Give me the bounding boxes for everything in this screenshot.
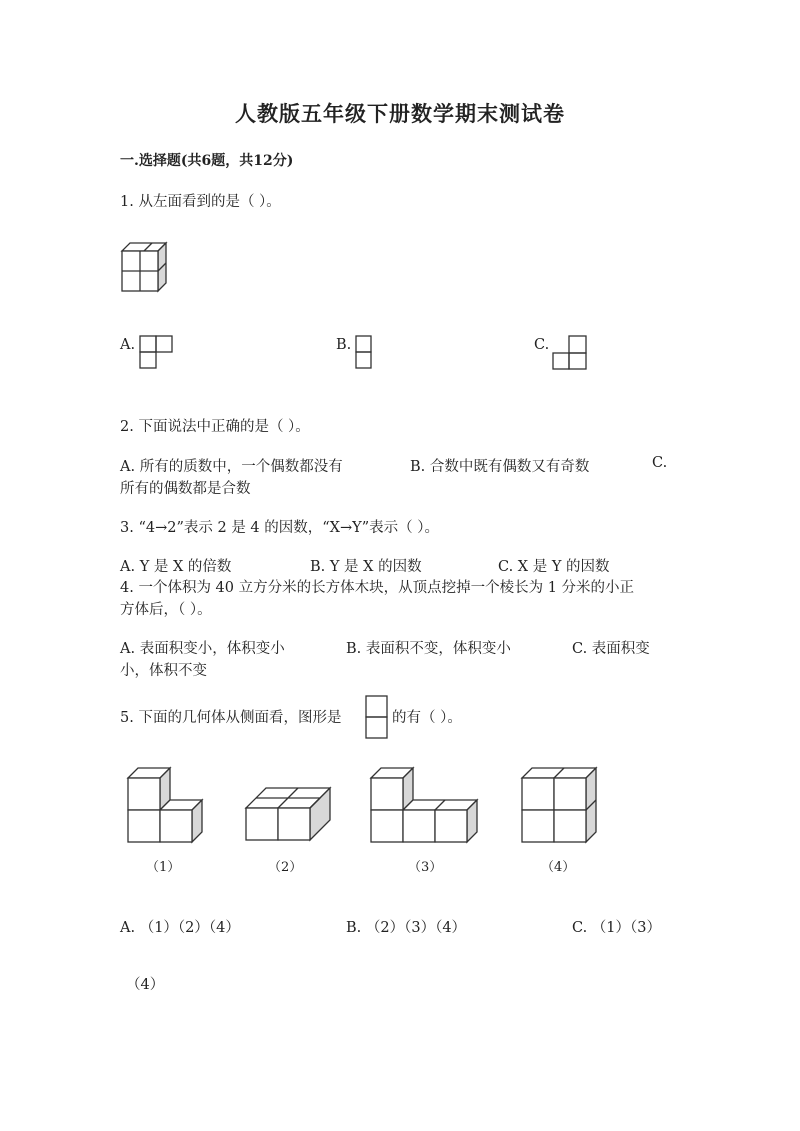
q3-option-b: B. Y 是 X 的因数 xyxy=(310,559,422,575)
q1-option-b-shape xyxy=(356,336,376,372)
q4-stem-line1: 4. 一个体积为 40 立方分米的长方体木块，从顶点挖掉一个棱长为 1 分米的小正 xyxy=(120,580,635,596)
q2-option-c-label: C. xyxy=(652,455,668,471)
q5-stem-after: 的有（ ）。 xyxy=(392,710,462,726)
q1-option-c-label: C. xyxy=(534,337,550,353)
q1-stem: 1. 从左面看到的是（ ）。 xyxy=(120,194,281,210)
q5-figure-2 xyxy=(246,788,326,844)
q5-figure-4 xyxy=(522,768,602,844)
q5-figure-label-1: （1） xyxy=(146,860,181,875)
q5-option-c: C. （1）（3） xyxy=(572,920,661,936)
q5-option-b: B. （2）（3）（4） xyxy=(346,920,467,936)
q5-figure-label-2: （2） xyxy=(268,860,303,875)
q1-option-a-shape xyxy=(140,336,176,372)
q3-option-a: A. Y 是 X 的倍数 xyxy=(120,559,232,575)
q5-figure-1 xyxy=(128,768,208,844)
q2-stem: 2. 下面说法中正确的是（ ）。 xyxy=(120,419,310,435)
section-heading: 一.选择题(共6题，共12分) xyxy=(120,153,294,169)
q5-figure-label-3: （3） xyxy=(408,860,443,875)
q3-stem: 3. “4→2”表示 2 是 4 的因数，“X→Y”表示（ ）。 xyxy=(120,520,439,536)
q3-option-c: C. X 是 Y 的因数 xyxy=(498,559,610,575)
q5-option-a: A. （1）（2）（4） xyxy=(120,920,240,936)
q1-option-b-label: B. xyxy=(336,337,352,353)
q5-figure-label-4: （4） xyxy=(541,860,576,875)
q5-figure-3 xyxy=(371,768,483,844)
q5-stem-before: 5. 下面的几何体从侧面看，图形是 xyxy=(120,710,342,726)
q5-option-c-cont: （4） xyxy=(126,977,165,993)
q2-option-a: A. 所有的质数中，一个偶数都没有 xyxy=(120,459,343,475)
q4-option-c-label: C. 表面积变 xyxy=(572,641,650,657)
q4-option-a: A. 表面积变小，体积变小 xyxy=(120,641,285,657)
q1-option-c-shape xyxy=(553,336,589,372)
q1-option-a-label: A. xyxy=(120,337,136,353)
q2-option-b: B. 合数中既有偶数又有奇数 xyxy=(410,459,590,475)
q4-stem-line2: 方体后，（ ）。 xyxy=(120,602,212,618)
page-title: 人教版五年级下册数学期末测试卷 xyxy=(235,101,565,126)
q5-inline-shape xyxy=(366,696,390,742)
q4-option-c-cont: 小，体积不变 xyxy=(120,663,207,679)
q2-option-c-text: 所有的偶数都是合数 xyxy=(120,481,251,497)
q4-option-b: B. 表面积不变，体积变小 xyxy=(346,641,511,657)
q1-cube-figure xyxy=(122,243,172,293)
